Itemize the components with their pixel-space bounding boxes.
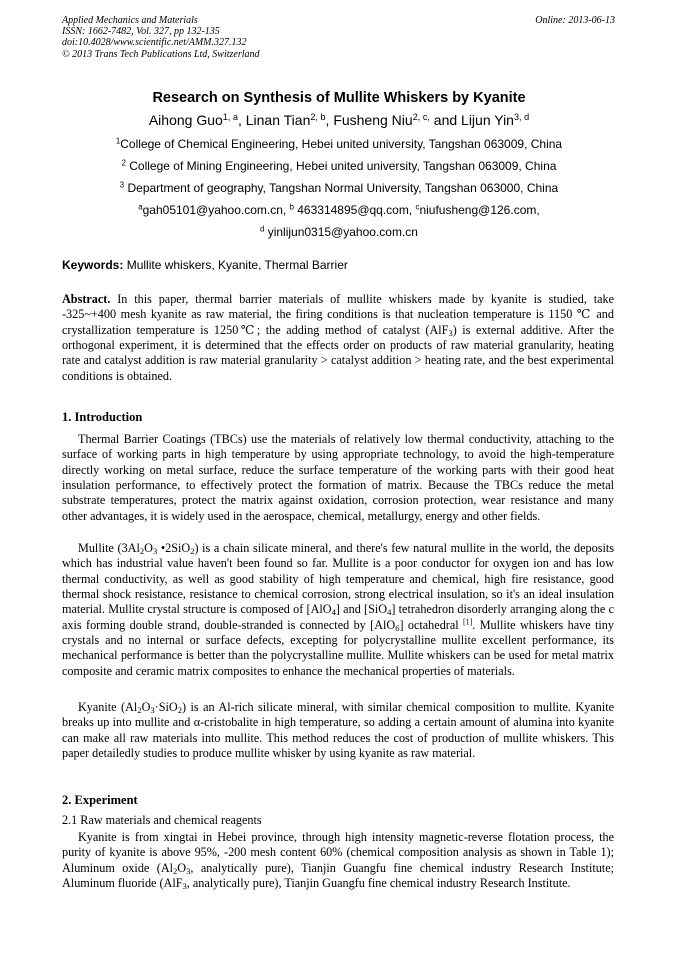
abstract-text: ) is external additive. After the orthogonal experiment, it is determined that the effects order on products of raw material granularity, heating rate and catalyst addition is raw material granularity > catalyst addition > heating rate, and the best experimental conditions is obtained. <box>62 322 614 383</box>
doi: doi:10.4028/www.scientific.net/AMM.327.132 <box>62 37 247 49</box>
author-separator: and <box>429 112 462 128</box>
affiliation-text: Department of geography, Tangshan Normal University, Tangshan 063000, China <box>124 181 559 195</box>
affiliation-3 <box>0 181 678 195</box>
text: ·SiO <box>154 700 178 714</box>
email-line-2 <box>0 225 678 239</box>
text: , analytically pure), Tianjin Guangfu fine chemical industry Research Institute. <box>186 876 571 891</box>
affiliation-1 <box>0 137 678 151</box>
author-sup: 1, a <box>222 112 238 122</box>
abstract <box>62 292 614 384</box>
abstract-text: In this paper, thermal barrier materials of mullite whiskers made by kyanite is studied, take -325~+400 mesh kyanite as raw material, the firing conditions is that nucleation temperature is 1150 ℃ and crystallization temperature is 1250℃; the adding method of catalyst (AlF <box>62 292 614 337</box>
citation-ref[interactable]: [1] <box>463 617 473 627</box>
subscript: 3 <box>448 327 453 338</box>
text: Kyanite is from xingtai in Hebei province, through high intensity magnetic-reverse flotation process, the purity of kyanite is above 95%, -200 mesh content 60% (chemical composition analysis as shown in Table 1); Aluminum oxide (Al <box>62 830 614 875</box>
online-date: Online: 2013-06-13 <box>535 15 615 26</box>
subscript: 3 <box>150 705 155 716</box>
subscript: 4 <box>331 607 336 618</box>
subscript: 4 <box>387 607 392 618</box>
affiliation-sup: 1 <box>115 136 121 146</box>
subscript: 2 <box>173 865 178 876</box>
author-sup: 2, c, <box>412 112 430 122</box>
text: ] and [SiO <box>335 602 388 617</box>
subscript: 3 <box>186 865 191 876</box>
text: ) is a chain silicate mineral, and there's few natural mullite in the world, the deposits which has industrial value haven't been found so far. Mullite is a poor conductor for oxygen ion and has low thermal conductivity, as well as good stability of high temperature and chemical, high fire resistance, good thermal shock resistance, resistance to chemical corrosion, strong electrical insulation, so it's an ideal insulation material. Mullite crystal structure is composed of [AlO <box>62 541 614 617</box>
affiliation-text: College of Chemical Engineering, Hebei united university, Tangshan 063009, China <box>120 137 563 151</box>
subscript: 2 <box>139 546 145 557</box>
affiliation-sup: 3 <box>119 180 125 190</box>
keywords-text: Mullite whiskers, Kyanite, Thermal Barrier <box>123 258 348 272</box>
text: O <box>144 541 153 555</box>
subscript: 2 <box>177 705 182 716</box>
author-name: Fusheng Niu <box>333 112 413 128</box>
text: ] tetrahedron disorderly arranging along the c axis forming double strand, double-stranded is connected by [AlO <box>62 602 614 632</box>
subscript: 2 <box>190 546 195 557</box>
keywords <box>62 258 348 272</box>
email-sup: a <box>138 202 143 212</box>
author-list <box>0 112 678 128</box>
email-sup: d <box>260 224 265 234</box>
section-heading: 2. Experiment <box>62 793 138 807</box>
email-sup: b <box>289 202 294 212</box>
author-name: Aihong Guo <box>148 112 223 128</box>
text: ) is an Al-rich silicate mineral, with similar chemical composition to mullite. Kyanite breaks up into mullite and α-cristobalite in high temperature, so adding a certain amount of alumina into kyanite can make all raw materials into mullite. This method reduces the cost of production of mullite whiskers. This paper detailedly studies to produce mullite whisker by using kyanite as raw material. <box>62 700 615 761</box>
subscript: 3 <box>152 546 158 557</box>
author-name: Linan Tian <box>245 112 311 128</box>
section-heading: 1. Introduction <box>62 410 143 424</box>
text: •2SiO <box>157 541 191 555</box>
paragraph <box>62 830 614 891</box>
author-separator: , <box>325 112 334 128</box>
abstract-label: Abstract. <box>62 292 111 306</box>
subscript: 2 <box>137 705 142 716</box>
subscript: 6 <box>395 622 400 633</box>
paragraph: Thermal Barrier Coatings (TBCs) use the materials of relatively low thermal conductivity, attaching to the surface of working parts in high temperature by using appropriate technology, to avoid the high-temperature directly working on metal surface, reduce the surface temperature of the working parts with their good heat insulation performance, to effectively protect the formation of matrix. Because the TBCs reduce the metal substrate temperatures, protect the matrix against oxidation, corrosion protection, wear resistance and many other advantages, it is widely used in the aerospace, chemical, metallurgy, energy and other fields. <box>62 432 614 523</box>
author-sup: 2, b <box>310 112 326 122</box>
issn: ISSN: 1662-7482, Vol. 327, pp 132-135 <box>62 26 220 38</box>
paragraph <box>62 700 614 761</box>
paper-title: Research on Synthesis of Mullite Whiskers by Kyanite <box>152 90 526 106</box>
subsection-heading: 2.1 Raw materials and chemical reagents <box>62 813 262 827</box>
affiliation-sup: 2 <box>121 158 126 168</box>
text: Mullite (3Al <box>78 541 140 555</box>
paragraph <box>62 541 614 679</box>
publication-meta <box>62 15 260 60</box>
email-address[interactable]: niufusheng@126.com, <box>419 203 540 217</box>
email-sup: c <box>415 202 420 212</box>
journal-name: Applied Mechanics and Materials <box>62 15 198 26</box>
text: , analytically pure), Tianjin Guangfu fine chemical industry Research Institute; Aluminum fluoride (AlF <box>62 860 614 891</box>
author-sup: 3, d <box>513 112 530 122</box>
email-address[interactable]: 463314895@qq.com, <box>293 203 416 217</box>
copyright: © 2013 Trans Tech Publications Ltd, Switzerland <box>62 48 260 60</box>
email-address[interactable]: gah05101@yahoo.com.cn, <box>142 203 290 217</box>
subscript: 3 <box>182 881 187 892</box>
author-name: Lijun Yin <box>461 112 514 128</box>
text: ] octahedral <box>399 617 464 632</box>
email-line-1 <box>0 203 678 217</box>
affiliation-text: College of Mining Engineering, Hebei united university, Tangshan 063009, China <box>125 159 557 173</box>
text: O <box>141 700 151 714</box>
keywords-label: Keywords: <box>62 258 124 272</box>
author-separator: , <box>237 112 246 128</box>
text: O <box>177 860 187 875</box>
email-address[interactable]: yinlijun0315@yahoo.com.cn <box>264 225 418 239</box>
affiliation-2 <box>0 159 678 173</box>
text: . Mullite whiskers have tiny crystals and no internal or surface defects, excepting for polycrystalline mullite excellent performance, its mechanical performance is better than the polycrystalline mullite. Mullite whiskers can be used for metal matrix composite and ceramic matrix composites to enhance the mechanical properties of materials. <box>62 617 614 678</box>
text: Kyanite (Al <box>78 700 138 714</box>
